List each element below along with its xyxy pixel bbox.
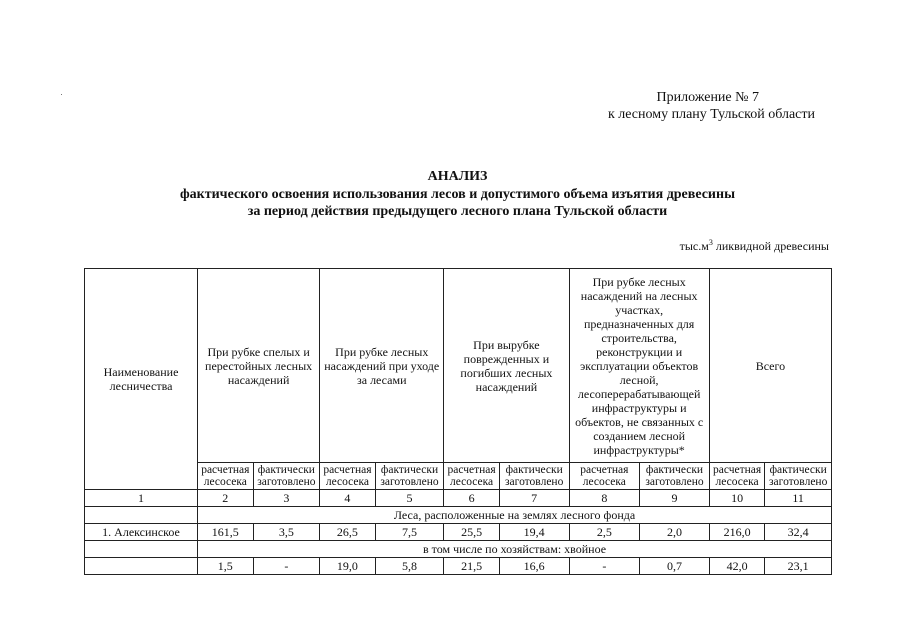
column-number: 11 — [765, 490, 832, 507]
table-cell: 5,8 — [375, 558, 444, 575]
header-mature-felling: При рубке спелых и перестойных лесных насаждений — [198, 269, 320, 463]
header-forestry-name: Наименование лесничества — [85, 269, 198, 490]
table-cell: 16,6 — [499, 558, 569, 575]
table-cell: - — [253, 558, 320, 575]
scan-speck — [61, 94, 62, 95]
subsection-empty-cell — [85, 541, 198, 558]
column-number: 3 — [253, 490, 320, 507]
section-empty-cell — [85, 507, 198, 524]
subsection-row — [85, 541, 832, 558]
subheader-actual: фактически заготовлено — [375, 463, 444, 490]
table-cell: 19,4 — [499, 524, 569, 541]
units-suffix: ликвидной древесины — [712, 239, 829, 253]
units-note — [680, 236, 829, 253]
table-cell: 26,5 — [320, 524, 376, 541]
column-number: 4 — [320, 490, 376, 507]
table-cell: 25,5 — [444, 524, 500, 541]
forestry-name: 1. Алексинское — [85, 524, 198, 541]
analysis-table — [84, 268, 832, 575]
column-number: 8 — [569, 490, 640, 507]
subheader-planned: расчетная лесосека — [320, 463, 376, 490]
table-row — [85, 524, 832, 541]
table-cell: 161,5 — [198, 524, 254, 541]
document-subtitle-period: за период действия предыдущего лесного плана Тульской области — [247, 204, 668, 219]
table-cell: 2,0 — [640, 524, 710, 541]
table-cell: 7,5 — [375, 524, 444, 541]
subheader-actual: фактически заготовлено — [765, 463, 832, 490]
column-number: 6 — [444, 490, 500, 507]
table-cell: 21,5 — [444, 558, 500, 575]
column-number: 9 — [640, 490, 710, 507]
table-cell: 23,1 — [765, 558, 832, 575]
table-cell: 1,5 — [198, 558, 254, 575]
units-prefix: тыс.м — [679, 239, 709, 253]
column-number: 1 — [85, 490, 198, 507]
column-number: 2 — [198, 490, 254, 507]
table-row — [85, 558, 832, 575]
table-cell: 32,4 — [765, 524, 832, 541]
document-title: АНАЛИЗ — [427, 169, 488, 184]
column-number: 7 — [499, 490, 569, 507]
units-exponent: 3 — [708, 238, 713, 247]
table-cell: 3,5 — [253, 524, 320, 541]
header-infrastructure-felling: При рубке лесных насаждений на лесных участках, предназначенных для строительства, реконструкции и эксплуатации объектов лесной, лесоперерабатывающей инфраструктуры и объектов, не связанных с созданием лесной инфраструктуры* — [569, 269, 709, 463]
subheader-actual: фактически заготовлено — [253, 463, 320, 490]
header-damaged-felling: При вырубке поврежденных и погибших лесных насаждений — [444, 269, 569, 463]
column-number: 5 — [375, 490, 444, 507]
subheader-planned: расчетная лесосека — [569, 463, 640, 490]
section-row — [85, 507, 832, 524]
table-cell: 216,0 — [709, 524, 765, 541]
table-cell: 2,5 — [569, 524, 640, 541]
subsection-label: в том числе по хозяйствам: хвойное — [198, 541, 832, 558]
table-cell: 0,7 — [640, 558, 710, 575]
column-number-row — [85, 490, 832, 507]
section-label: Леса, расположенные на землях лесного фонда — [198, 507, 832, 524]
table-cell: - — [569, 558, 640, 575]
column-number: 10 — [709, 490, 765, 507]
appendix-reference: к лесному плану Тульской области — [607, 107, 815, 122]
subheader-planned: расчетная лесосека — [444, 463, 500, 490]
document-subtitle: фактического освоения использования лесов и допустимого объема изъятия древесины — [179, 187, 735, 202]
subheader-actual: фактически заготовлено — [499, 463, 569, 490]
subheader-actual: фактически заготовлено — [640, 463, 710, 490]
subheader-planned: расчетная лесосека — [198, 463, 254, 490]
table-cell: 19,0 — [320, 558, 376, 575]
header-care-felling: При рубке лесных насаждений при уходе за лесами — [320, 269, 444, 463]
header-total: Всего — [709, 269, 831, 463]
appendix-number: Приложение № 7 — [656, 90, 759, 105]
table-cell: 42,0 — [709, 558, 765, 575]
subheader-planned: расчетная лесосека — [709, 463, 765, 490]
forestry-name — [85, 558, 198, 575]
